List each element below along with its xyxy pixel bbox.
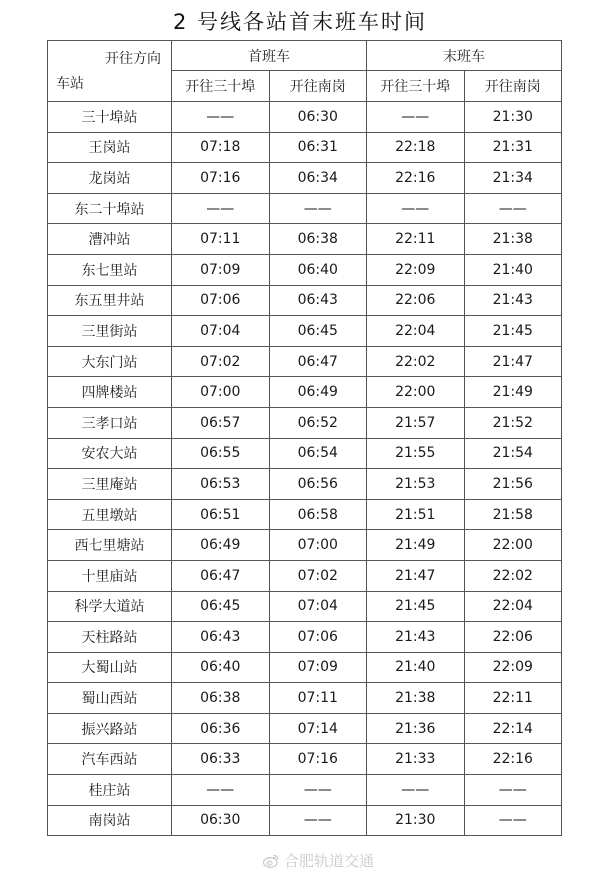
header-row-groups (48, 41, 562, 71)
page-title: 2 号线各站首末班车时间 (172, 10, 428, 34)
last-train-to-sanshibu-cell: 22:02 (367, 346, 465, 377)
station-name-cell: 三里街站 (48, 316, 172, 347)
last-train-to-nangang-cell: 21:54 (464, 438, 562, 469)
station-name-cell: 五里墩站 (48, 499, 172, 530)
last-train-to-nangang-cell: 21:30 (464, 102, 562, 133)
first-train-to-nangang-cell: 06:56 (269, 469, 367, 500)
last-train-to-sanshibu-cell: 22:16 (367, 163, 465, 194)
first-train-to-sanshibu-cell: 07:04 (172, 316, 270, 347)
first-train-to-sanshibu-cell: —— (172, 775, 270, 806)
table-row (48, 377, 562, 408)
timetable-body (48, 102, 562, 836)
table-row (48, 713, 562, 744)
last-train-to-sanshibu-cell: 21:38 (367, 683, 465, 714)
last-train-to-nangang-cell: 22:06 (464, 622, 562, 653)
last-train-group-header: 末班车 (367, 41, 562, 71)
first-train-group-header: 首班车 (172, 41, 367, 71)
station-name-cell: 大东门站 (48, 346, 172, 377)
first-train-to-nangang-cell: 06:38 (269, 224, 367, 255)
station-name-cell: 漕冲站 (48, 224, 172, 255)
station-name-cell: 汽车西站 (48, 744, 172, 775)
last-train-to-nangang-cell: 21:38 (464, 224, 562, 255)
first-train-to-nangang-cell: 07:02 (269, 560, 367, 591)
first-train-to-nangang-cell: —— (269, 193, 367, 224)
first-train-to-nangang-cell: 06:47 (269, 346, 367, 377)
first-train-to-sanshibu-cell: 06:51 (172, 499, 270, 530)
first-train-to-sanshibu-cell: 07:16 (172, 163, 270, 194)
station-name-cell: 蜀山西站 (48, 683, 172, 714)
station-name-cell: 天柱路站 (48, 622, 172, 653)
last-train-to-nangang-cell: 22:11 (464, 683, 562, 714)
first-train-to-sanshibu-cell: 06:30 (172, 805, 270, 836)
first-train-to-sanshibu-cell: 06:57 (172, 407, 270, 438)
station-name-cell: 东五里井站 (48, 285, 172, 316)
corner-station-label: 车站 (56, 76, 84, 92)
station-name-cell: 东七里站 (48, 254, 172, 285)
first-train-to-sanshibu-cell: 06:55 (172, 438, 270, 469)
first-train-to-sanshibu-cell: 06:53 (172, 469, 270, 500)
weibo-icon (262, 852, 280, 870)
first-train-to-nangang-cell: 07:16 (269, 744, 367, 775)
first-train-to-sanshibu-cell: 06:43 (172, 622, 270, 653)
table-row (48, 530, 562, 561)
table-row (48, 469, 562, 500)
first-train-to-nangang-cell: 06:45 (269, 316, 367, 347)
first-train-to-nangang-cell: 06:52 (269, 407, 367, 438)
first-train-to-sanshibu-cell: 07:06 (172, 285, 270, 316)
first-train-to-sanshibu-cell: —— (172, 193, 270, 224)
first-train-to-nangang-cell: 06:34 (269, 163, 367, 194)
last-train-to-nangang-cell: 22:14 (464, 713, 562, 744)
table-row (48, 224, 562, 255)
station-name-cell: 西七里塘站 (48, 530, 172, 561)
station-name-cell: 四牌楼站 (48, 377, 172, 408)
corner-direction-label: 开往方向 (105, 51, 161, 67)
first-train-to-sanshibu-cell: 06:36 (172, 713, 270, 744)
station-name-cell: 科学大道站 (48, 591, 172, 622)
first-train-to-sanshibu-cell: 07:18 (172, 132, 270, 163)
last-train-to-sanshibu-cell: 21:57 (367, 407, 465, 438)
last-train-to-nangang-cell: 21:47 (464, 346, 562, 377)
last-train-to-nangang-cell: 21:43 (464, 285, 562, 316)
station-name-cell: 王岗站 (48, 132, 172, 163)
table-row (48, 560, 562, 591)
last-train-to-sanshibu-cell: 22:00 (367, 377, 465, 408)
last-train-to-sanshibu-cell: 21:43 (367, 622, 465, 653)
first-train-to-sanshibu-cell: 06:45 (172, 591, 270, 622)
last-train-to-sanshibu-cell: 21:40 (367, 652, 465, 683)
table-row (48, 744, 562, 775)
last-train-to-nangang-cell: 21:45 (464, 316, 562, 347)
last-train-to-sanshibu-cell: 22:11 (367, 224, 465, 255)
first-train-to-sanshibu-cell: 07:00 (172, 377, 270, 408)
last-train-to-nangang-cell: 21:52 (464, 407, 562, 438)
last-train-to-nangang-cell: 22:09 (464, 652, 562, 683)
first-train-to-sanshibu-cell: 06:38 (172, 683, 270, 714)
last-train-to-nangang-cell: 22:02 (464, 560, 562, 591)
first-train-to-sanshibu-cell: 06:47 (172, 560, 270, 591)
last-train-to-sanshibu-cell: —— (367, 102, 465, 133)
first-train-to-nangang-cell: 07:04 (269, 591, 367, 622)
last-dir-b-header: 开往南岗 (464, 71, 562, 102)
station-name-cell: 龙岗站 (48, 163, 172, 194)
first-train-to-nangang-cell: 06:40 (269, 254, 367, 285)
first-train-to-nangang-cell: —— (269, 775, 367, 806)
last-train-to-sanshibu-cell: 21:55 (367, 438, 465, 469)
last-train-to-nangang-cell: 21:58 (464, 499, 562, 530)
last-train-to-nangang-cell: —— (464, 193, 562, 224)
last-train-to-sanshibu-cell: 21:33 (367, 744, 465, 775)
first-train-to-sanshibu-cell: 07:02 (172, 346, 270, 377)
first-train-to-sanshibu-cell: —— (172, 102, 270, 133)
station-name-cell: 东二十埠站 (48, 193, 172, 224)
station-name-cell: 振兴路站 (48, 713, 172, 744)
last-train-to-sanshibu-cell: 22:18 (367, 132, 465, 163)
last-train-to-sanshibu-cell: —— (367, 775, 465, 806)
last-train-to-sanshibu-cell: 21:51 (367, 499, 465, 530)
table-row (48, 163, 562, 194)
table-row (48, 285, 562, 316)
corner-header-cell (48, 41, 172, 102)
last-train-to-nangang-cell: 21:49 (464, 377, 562, 408)
last-train-to-nangang-cell: —— (464, 775, 562, 806)
table-row (48, 683, 562, 714)
table-row (48, 407, 562, 438)
table-row (48, 775, 562, 806)
table-row (48, 622, 562, 653)
first-train-to-sanshibu-cell: 07:11 (172, 224, 270, 255)
first-train-to-nangang-cell: 06:31 (269, 132, 367, 163)
station-name-cell: 三十埠站 (48, 102, 172, 133)
last-train-to-nangang-cell: —— (464, 805, 562, 836)
first-dir-a-header: 开往三十埠 (172, 71, 270, 102)
table-row (48, 346, 562, 377)
first-train-to-sanshibu-cell: 06:49 (172, 530, 270, 561)
last-train-to-nangang-cell: 22:04 (464, 591, 562, 622)
first-train-to-nangang-cell: —— (269, 805, 367, 836)
last-train-to-sanshibu-cell: 22:09 (367, 254, 465, 285)
table-row (48, 652, 562, 683)
table-row (48, 499, 562, 530)
first-dir-b-header: 开往南岗 (269, 71, 367, 102)
first-train-to-nangang-cell: 07:06 (269, 622, 367, 653)
station-name-cell: 桂庄站 (48, 775, 172, 806)
station-name-cell: 十里庙站 (48, 560, 172, 591)
last-train-to-sanshibu-cell: 21:53 (367, 469, 465, 500)
timetable (47, 40, 562, 836)
first-train-to-sanshibu-cell: 06:33 (172, 744, 270, 775)
first-train-to-nangang-cell: 07:00 (269, 530, 367, 561)
last-train-to-nangang-cell: 22:00 (464, 530, 562, 561)
table-row (48, 102, 562, 133)
table-row (48, 438, 562, 469)
last-train-to-sanshibu-cell: —— (367, 193, 465, 224)
first-train-to-nangang-cell: 07:11 (269, 683, 367, 714)
first-train-to-nangang-cell: 07:14 (269, 713, 367, 744)
last-dir-a-header: 开往三十埠 (367, 71, 465, 102)
last-train-to-sanshibu-cell: 22:06 (367, 285, 465, 316)
station-name-cell: 三孝口站 (48, 407, 172, 438)
last-train-to-nangang-cell: 21:40 (464, 254, 562, 285)
last-train-to-nangang-cell: 21:56 (464, 469, 562, 500)
table-row (48, 316, 562, 347)
last-train-to-sanshibu-cell: 21:30 (367, 805, 465, 836)
table-row (48, 193, 562, 224)
first-train-to-sanshibu-cell: 06:40 (172, 652, 270, 683)
first-train-to-nangang-cell: 06:30 (269, 102, 367, 133)
last-train-to-sanshibu-cell: 22:04 (367, 316, 465, 347)
first-train-to-sanshibu-cell: 07:09 (172, 254, 270, 285)
last-train-to-sanshibu-cell: 21:47 (367, 560, 465, 591)
last-train-to-nangang-cell: 21:34 (464, 163, 562, 194)
table-row (48, 591, 562, 622)
first-train-to-nangang-cell: 06:54 (269, 438, 367, 469)
watermark (262, 850, 374, 871)
timetable-header (48, 41, 562, 102)
first-train-to-nangang-cell: 06:43 (269, 285, 367, 316)
watermark-text: 合肥轨道交通 (284, 852, 375, 870)
table-row (48, 254, 562, 285)
station-name-cell: 安农大站 (48, 438, 172, 469)
first-train-to-nangang-cell: 06:58 (269, 499, 367, 530)
table-row (48, 132, 562, 163)
station-name-cell: 南岗站 (48, 805, 172, 836)
last-train-to-sanshibu-cell: 21:36 (367, 713, 465, 744)
last-train-to-sanshibu-cell: 21:45 (367, 591, 465, 622)
last-train-to-sanshibu-cell: 21:49 (367, 530, 465, 561)
last-train-to-nangang-cell: 21:31 (464, 132, 562, 163)
station-name-cell: 大蜀山站 (48, 652, 172, 683)
first-train-to-nangang-cell: 07:09 (269, 652, 367, 683)
first-train-to-nangang-cell: 06:49 (269, 377, 367, 408)
last-train-to-nangang-cell: 22:16 (464, 744, 562, 775)
station-name-cell: 三里庵站 (48, 469, 172, 500)
table-row (48, 805, 562, 836)
